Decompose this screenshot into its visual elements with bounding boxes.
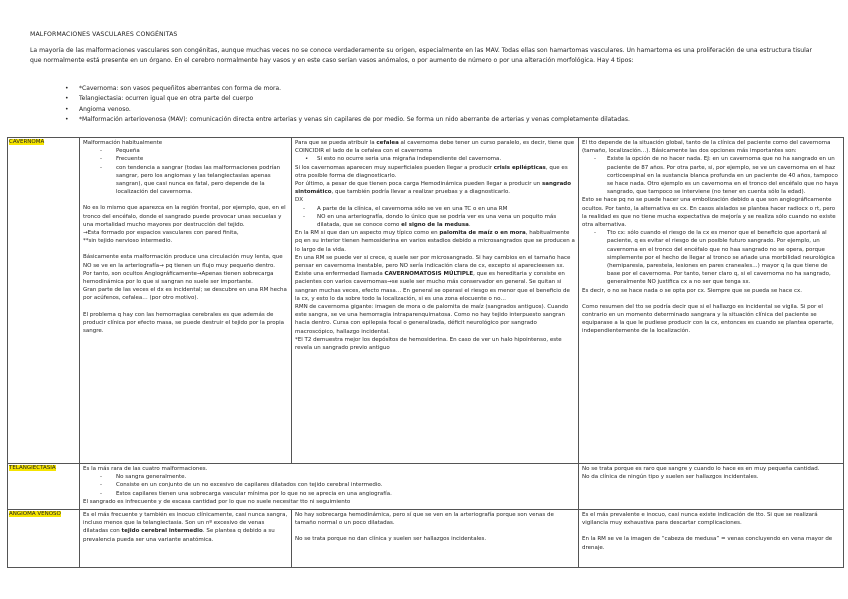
text-line: Básicamente esta malformación produce una circulación muy lenta, que NO se ve en la arteriografía→ pq tienen un flujo muy pequeño dentro. <box>83 254 283 269</box>
text-line: Es el más frecuente y también es inocuo clínicamente, casi nunca sangra, incluso menos que la telangiectasia. Son un nº excesivo de venas dilatadas con tejido cerebral intermedio. Se plantea q debido a su prevalencia pueda ser una variante anatómica. <box>83 512 288 543</box>
document-title: MALFORMACIONES VASCULARES CONGÉNITAS <box>30 31 178 38</box>
list-item: - con tendencia a sangrar (todas las malformaciones podrían sangrar, pero los angiomas y las telangiectasias apenas sangran), que casi nunca es fatal, pero depende de la localización del cavernoma. <box>83 164 288 197</box>
text-line: Es el más prevalente e inocuo, casi nunca existe indicación de tto. Si que se realizará vigilancia muy exhaustiva para descartar complicaciones. <box>582 512 818 527</box>
list-item: - Estos capilares tienen una sobrecarga vascular mínima por lo que no se aprecia en una angiografía. <box>83 490 575 498</box>
text-line: Por tanto, son ocultos Angiográficamente→Apenas tienen sobrecarga hemodinámica por lo que si sangran no suele ser importante. <box>83 270 274 286</box>
text-line: En la RM si que dan un aspecto muy típico como en palomita de maíz o en mora, habitualmente pq en su interior tienen hemosiderina en varios estadios debido a microsangrados que se producen a lo largo de la vida. <box>295 230 575 253</box>
text-line: No es lo mismo que aparezca en la región frontal, por ejemplo, que, en el tronco del encéfalo, donde el sangrado puede provocar unas secuelas y una mortalidad mucho mayores por destrucción del tejido. <box>83 205 286 228</box>
text-line: En una RM se puede ver si crece, q suele ser por microsangrado. Si hay cambios en el tamaño hace pensar en cavernoma inestable, pero NO sería indicación clara de cx, excepto si aparecieesen sx. <box>295 254 571 270</box>
types-list <box>79 84 819 125</box>
text-line: Como resumen del tto se podría decir que si el hallazgo es incidental se vigila. Si por el contrario en un momento determinado sangrara y la situación clínica del paciente se equiparase a la que le pudiese producir con la cx, entonces es cuando se plantea operarte, independientemente de la localización. <box>582 303 834 335</box>
text-line: Existe una enfermedad llamada CAVERNOMATOSIS MÚLTIPLE, que es hereditaria y consiste en pacientes con varios cavernomas→se suele ser mucho más conservador en general. Se quitan si sangran muchas veces, efecto masa… En general se operasi el riesgo es menor que el beneficio de la cx, y esto lo da sobre todo la localización, si es una zona elocuente o no… <box>295 271 570 302</box>
table-cell <box>579 464 844 510</box>
malformations-table <box>7 137 844 568</box>
table-row <box>8 138 844 464</box>
list-item: - Consiste en un conjunto de un no excesivo de capilares dilatados con tejido cerebral intermedio. <box>83 481 575 489</box>
row-label-angioma-venoso: ANGIOMA VENOSO <box>9 511 61 517</box>
text-line: Si los cavernomas aparecen muy superficiales pueden llegar a producir crisis epilépticas, que es otra posible forma de diagnosticarlo. <box>295 164 568 179</box>
list-item: • *Cavernoma: son vasos pequeñitos aberrantes con forma de mora. <box>79 84 819 94</box>
text-line: Gran parte de las veces el dx es incidental; se descubre en una RM hecha por acúfenos, cefalea… (por otro motivo). <box>83 287 287 302</box>
text-line: No hay sobrecarga hemodinámica, pero sí que se ven en la arteriografía porque son venas de tamaño normal o un poco dilatadas. <box>295 512 554 527</box>
table-row <box>8 510 844 568</box>
list-item: • Telangiectasia: ocurren igual que en otra parte del cuerpo <box>79 94 819 104</box>
list-item: • Si esto no ocurre seria una migraña independiente del cavernoma. <box>295 155 575 163</box>
text-line: No se trata porque es raro que sangre y cuando lo hace es en muy pequeña cantidad. <box>582 466 820 472</box>
table-row <box>8 464 844 510</box>
list-item: - Pequeña <box>83 147 288 155</box>
row-label-cell <box>8 464 80 510</box>
text-line: →Esta formado por espacios vasculares con pared finita, <box>83 230 239 237</box>
row-label-telangiectasia: TELANGIECTASIA <box>9 465 56 471</box>
text-line: Es la más rara de las cuatro malformaciones. <box>83 466 208 472</box>
text-line: En la RM se ve la imagen de “cabeza de medusa” = venas concluyendo en vena mayor de drenaje. <box>582 536 833 551</box>
text-line: *El T2 demuestra mejor los depósitos de hemosiderina. En caso de ver un halo hipointenso, este revela un sangrado previo antiguo <box>295 336 562 352</box>
text-line: No da clínica de ningún tipo y suelen ser hallazgos incidentales. <box>582 474 759 481</box>
table-cell <box>292 510 579 568</box>
row-label-cell <box>8 138 80 464</box>
list-item: - Frecuente <box>83 155 288 163</box>
list-item: - Tto cx: sólo cuando el riesgo de la cx es menor que el beneficio que aportará al paciente, q es evitar el riesgo de un posible futuro sangrado. Por ejemplo, un cavernoma en el tronco del encéfalo que no haa sangrado no se opera, porque simplemente por el hecho de llegar al tronco se añade una morbilidad neurológica (hemiparesia, paresteia, lesiones en pares craneales…) mayor q la que tiene de base por el cavernoma. Por tanto, tener claro q, si el cavernoma no ha sangrado, generalmente NO justifica cx a no ser que tenga sx. <box>582 229 840 286</box>
text-line: No se trata porque no dan clínica y suelen ser hallazgos incidentales. <box>295 536 487 543</box>
table-cell <box>579 138 844 464</box>
row-label-cavernoma: CAVERNOMA <box>9 139 45 145</box>
list-item: - No sangra generalmente. <box>83 473 575 481</box>
list-item: - NO en una arteriografía, dondo lo único que se podría ver es una vena un poquito más dilatada, que se conoce como el signo de la medusa. <box>295 213 575 229</box>
table-cell <box>579 510 844 568</box>
text-line: **sin tejido nervioso intermedio. <box>83 238 173 245</box>
table-cell <box>80 138 292 464</box>
text-line: El tto depende de la situación global, tanto de la clínica del paciente como del cavernoma (tamaño, localización…). Básicamente las dos opciones más importantes son: <box>582 140 831 155</box>
text-line: Malformación habitualmente <box>83 140 163 146</box>
table-cell <box>80 510 292 568</box>
text-line: El sangrado es infrecuente y de escasa cantidad por lo que no suele necesitar tto ni seguimiento <box>83 498 351 505</box>
text-line: DX <box>295 197 304 204</box>
list-item: • Angioma venoso. <box>79 105 819 115</box>
list-item: - A parte de la clínica, el cavernoma sólo se ve en una TC o en una RM <box>295 205 575 213</box>
text-line: Para que se pueda atribuir la cefalea al cavernoma debe tener un curso paralelo, es decir, tiene que COINCIDIR el lado de la cefalea con el cavernoma <box>295 140 575 155</box>
row-label-cell <box>8 510 80 568</box>
table-cell <box>80 464 579 510</box>
list-item: - Existe la opción de no hacer nada. EJ: en un cavernoma que no ha sangrado en un paciente de 87 años. Por otra parte, si, por ejemplo, se ve un cavernoma en el haz corticoespinal en la sustancia blanca profunda en un paciente de 40 años, tampoco se hace nada. Otro ejemplo es un cavernoma en el tronco del encéfalo que no haya sangrado, que tampoco se interviene (no tener en cuenta sólo la edad). <box>582 155 840 196</box>
table-cell <box>292 138 579 464</box>
list-item: • *Malformación arteriovenosa (MAV): comunicación directa entre arterias y venas sin capilares de por medio. Se forma un nido aberrante de arterias y venas completamente dilatadas. <box>79 115 819 125</box>
text-line: Por último, a pesar de que tienen poca carga Hemodinámica pueden llegar a producir un sangrado sintomático, que también podría llevar a realizar pruebas y a diagnosticarlo. <box>295 181 572 196</box>
text-line: Esto se hace pq no se puede hacer una embolización debido a que son angiográficamente ocultos. Por tanto, la alternativa es cx. En casos aislados se plantea hacer radiocx o rt, pero la realidad es que no tiene mucha expectativa de mejoría y se realiza sólo cuando no existe otra alternativa. <box>582 197 836 229</box>
intro-paragraph: La mayoría de las malformaciones vasculares son congénitas, aunque muchas veces no se conoce verdaderamente su origen, especialmente en las MAV. Todas ellas son hamartomas vasculares. Un hamartoma es una proliferación de una estructura tisular que normalmente está presente en un órgano. En el cerebro normalmente hay vasos y en este caso serían vasos anómalos, o por aumento de número o por una alteración morfológica. Hay 4 tipos: <box>30 47 813 64</box>
text-line: Es decir, o no se hace nada o se opta por cx. Siempre que se pueda se hace cx. <box>582 287 802 294</box>
text-line: El problema q hay con las hemorragias cerebrales es que además de producir clínica por efecto masa, se puede destruir el tejido por la propia sangre. <box>83 311 285 335</box>
text-line: RMN de cavernoma gigante: imagen de mora o de palomita de maíz (sangrados antiguos). Cuando este sangra, se ve una hemorragia intraparenquimatosa. Como no hay tejido interpuesto sangran hacia dentro. Cursa con epilepsia focal o generalizada, déficit neurológico por sangrado macroscópico, hallazgo incidental. <box>295 304 569 335</box>
